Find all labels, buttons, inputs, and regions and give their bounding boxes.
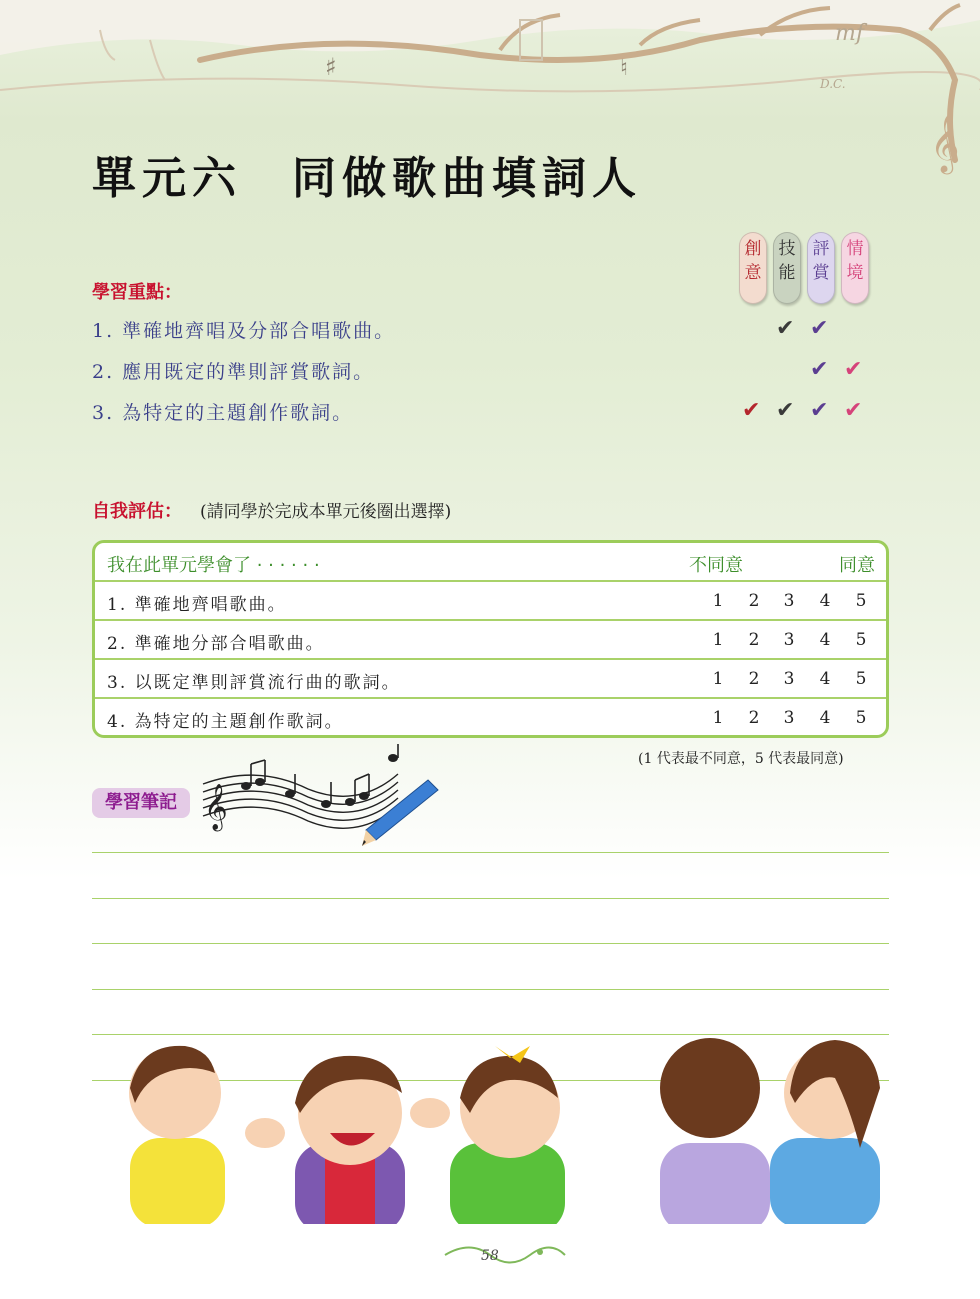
child-purple-shirt-icon: [660, 1038, 770, 1224]
music-staff-pencil-illustration: [198, 744, 448, 849]
note-line: [92, 852, 889, 853]
check-mark-icon: ✔: [844, 357, 863, 382]
tag-creativity-bottom: 意: [744, 263, 762, 283]
row-text: 1. 準確地齊唱歌曲。: [107, 595, 287, 615]
self-evaluation-label: 自我評估：: [92, 501, 182, 522]
tag-creativity: [739, 232, 767, 304]
tag-appreciation: [807, 232, 835, 304]
scale-legend: (1 代表最不同意，5 代表最同意): [638, 751, 844, 767]
tag-skills-bottom: 能: [778, 263, 796, 283]
table-row: [95, 621, 886, 660]
scale-option[interactable]: 4: [819, 669, 831, 689]
check-mark-icon: ✔: [844, 398, 863, 423]
check-mark-icon: ✔: [810, 316, 829, 341]
note-line: [92, 943, 889, 944]
svg-text:𝄞: 𝄞: [204, 784, 228, 830]
table-header-text: 我在此單元學會了 · · · · · ·: [107, 555, 320, 576]
scale-option[interactable]: 1: [712, 708, 724, 728]
tag-context-bottom: 境: [846, 263, 864, 283]
scale-option[interactable]: 2: [748, 669, 760, 689]
row-text: 3. 以既定準則評賞流行曲的歌詞。: [107, 673, 401, 693]
scale-option[interactable]: 2: [748, 591, 760, 611]
key-points-label: 學習重點：: [92, 282, 182, 303]
page-title: 單元六 同做歌曲填詞人: [92, 153, 642, 204]
tag-context-top: 情: [846, 239, 864, 259]
scale-option[interactable]: 3: [783, 630, 795, 650]
page-footer-ornament: [440, 1240, 570, 1270]
child-green-shirt-icon: [450, 1046, 565, 1224]
table-header: [95, 543, 886, 582]
scale-option[interactable]: 5: [855, 630, 867, 650]
row-text: 2. 準確地分部合唱歌曲。: [107, 634, 325, 654]
self-evaluation-note: (請同學於完成本單元後圈出選擇): [200, 502, 452, 522]
note-line: [92, 989, 889, 990]
scale-option[interactable]: 3: [783, 708, 795, 728]
children-illustration: [90, 1018, 890, 1224]
disagree-label: 不同意: [689, 555, 743, 576]
svg-text:D.C.: D.C.: [820, 77, 846, 91]
table-row: [95, 582, 886, 621]
tag-skills-top: 技: [778, 239, 796, 259]
scale-option[interactable]: 5: [855, 708, 867, 728]
child-blue-shirt-icon: [770, 1040, 880, 1224]
svg-text:♮: ♮: [620, 56, 628, 81]
agree-label: 同意: [839, 555, 875, 576]
check-mark-icon: ✔: [776, 316, 795, 341]
scale-option[interactable]: 2: [748, 708, 760, 728]
tag-skills: [773, 232, 801, 304]
check-mark-icon: ✔: [810, 357, 829, 382]
self-evaluation-table: [92, 540, 889, 738]
scale-option[interactable]: 1: [712, 591, 724, 611]
child-striped-shirt-icon: [245, 1056, 450, 1224]
scale-option[interactable]: 1: [712, 630, 724, 650]
key-point-item: 3. 為特定的主題創作歌詞。: [92, 402, 354, 424]
page-number: 58: [481, 1248, 499, 1264]
check-mark-icon: ✔: [776, 398, 795, 423]
scale-option[interactable]: 5: [855, 591, 867, 611]
note-line: [92, 898, 889, 899]
treble-clef-icon: [930, 114, 960, 175]
scale-option[interactable]: 3: [783, 669, 795, 689]
key-point-item: 1. 準確地齊唱及分部合唱歌曲。: [92, 320, 396, 342]
table-row: [95, 660, 886, 699]
key-point-item: 2. 應用既定的準則評賞歌詞。: [92, 361, 375, 383]
scale-option[interactable]: 4: [819, 630, 831, 650]
tag-appreciation-bottom: 賞: [812, 263, 830, 283]
tag-context: [841, 232, 869, 304]
tag-creativity-top: 創: [744, 239, 762, 259]
svg-text:mf: mf: [835, 21, 865, 46]
child-yellow-shirt-icon: [129, 1046, 225, 1224]
scale-option[interactable]: 4: [819, 591, 831, 611]
check-mark-icon: ✔: [810, 398, 829, 423]
svg-text:♯: ♯: [325, 53, 337, 81]
scale-option[interactable]: 5: [855, 669, 867, 689]
row-text: 4. 為特定的主題創作歌詞。: [107, 712, 344, 732]
scale-option[interactable]: 1: [712, 669, 724, 689]
scale-option[interactable]: 2: [748, 630, 760, 650]
table-row: [95, 699, 886, 738]
scale-option[interactable]: 4: [819, 708, 831, 728]
tag-appreciation-top: 評: [812, 239, 830, 259]
scale-option[interactable]: 3: [783, 591, 795, 611]
svg-text:𝄞: 𝄞: [930, 114, 960, 172]
notes-label: 學習筆記: [92, 788, 190, 818]
check-mark-icon: ✔: [742, 398, 761, 423]
